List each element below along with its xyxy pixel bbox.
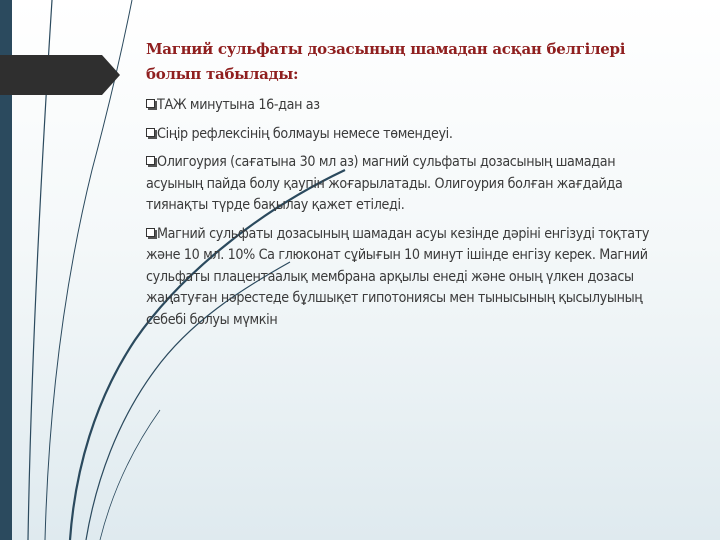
bullet-item-2 xyxy=(146,124,666,146)
checkbox-bullet-icon xyxy=(146,156,155,165)
bullet-text: Сіңір рефлексінің болмауы немесе төмендеуі. xyxy=(157,125,453,142)
checkbox-bullet-icon xyxy=(146,99,155,108)
checkbox-bullet-icon xyxy=(146,228,155,237)
bullet-item-4 xyxy=(146,224,666,332)
bullet-item-3 xyxy=(146,152,666,217)
bullet-text: ТАЖ минутына 16-дан аз xyxy=(157,97,320,113)
bullet-item-1 xyxy=(146,95,666,117)
slide-content xyxy=(146,37,666,338)
bullet-text: Магний сульфаты дозасының шамадан асуы кезінде дәріні енгізуді тоқтату және 10 мл. 10% Са глюконат сұйығын 10 минут ішінде енгізу керек. Магний сульфаты плацентаалық мембрана арқылы енеді және оның үлкен дозасы жаңатуған нәрестеде бұлшықет гипотониясы мен тынысының қысылуының себебі болуы мүмкін xyxy=(146,225,650,328)
arrow-tab-shape xyxy=(0,55,120,95)
checkbox-bullet-icon xyxy=(146,128,155,137)
bullet-text: Олигоурия (сағатына 30 мл аз) магний сульфаты дозасының шамадан асуының пайда болу қаупін жоғарылатады. Олигоурия болған жағдайда тиянақты түрде бақылау қажет етіледі. xyxy=(146,154,623,213)
slide-title: Магний сульфаты дозасының шамадан асқан белгілері болып табылады: xyxy=(146,40,626,83)
